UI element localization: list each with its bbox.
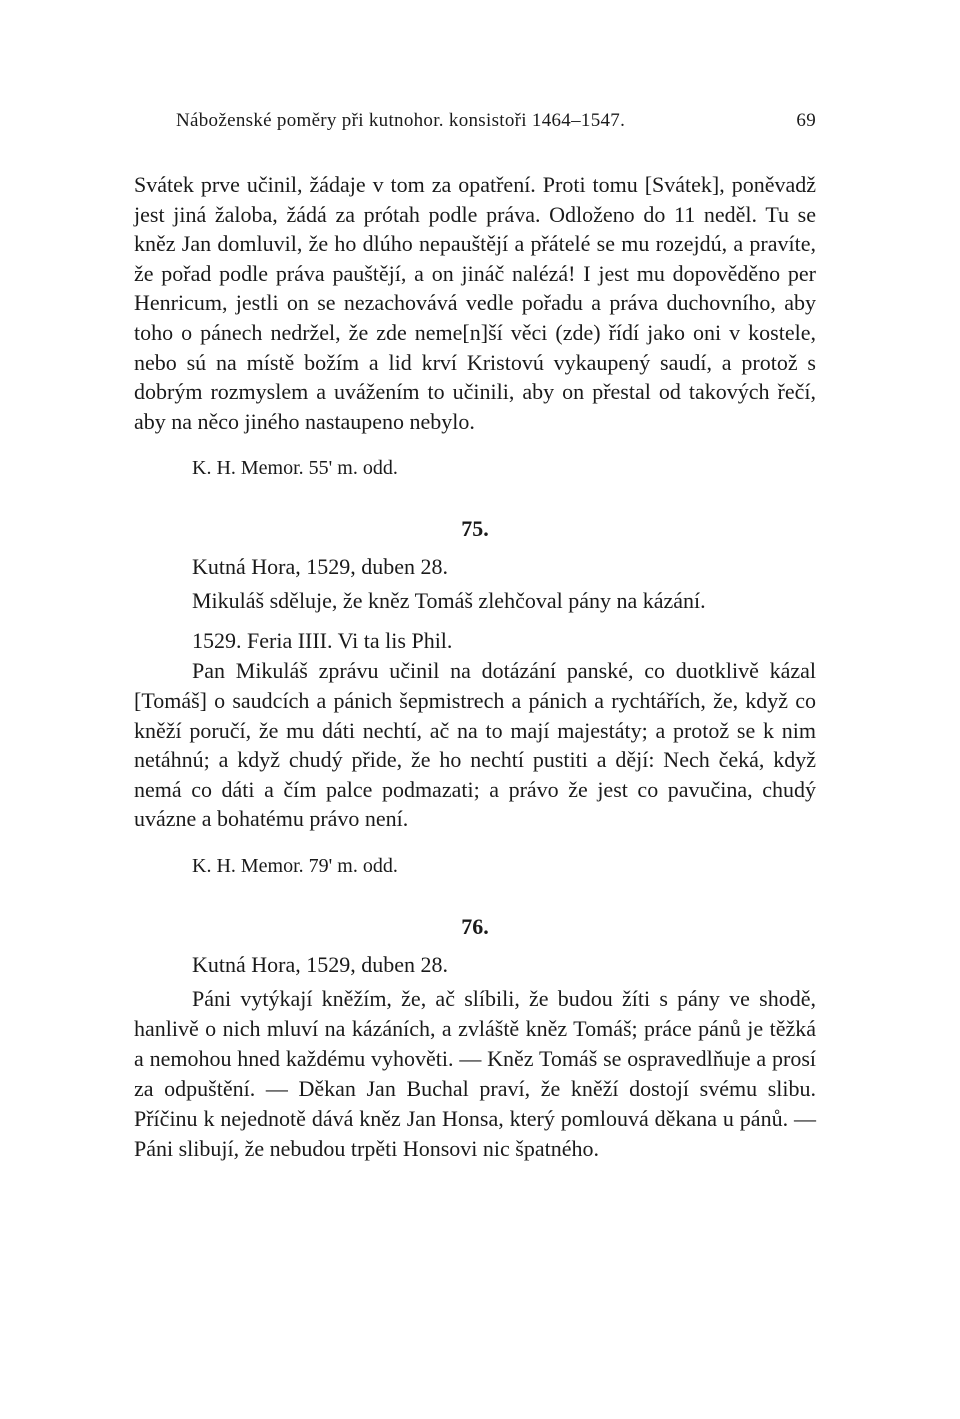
source-reference: K. H. Memor. 55' m. odd. <box>192 457 398 480</box>
document-entry-75 <box>134 514 816 880</box>
document-number: 75. <box>461 516 489 542</box>
source-reference: K. H. Memor. 79' m. odd. <box>192 854 398 877</box>
running-header <box>134 110 816 132</box>
place-date: Kutná Hora, 1529, duben 28. <box>192 554 449 580</box>
page-number: 69 <box>796 110 816 131</box>
document-number: 76. <box>461 913 489 939</box>
document-entry-76 <box>134 912 816 1164</box>
continuation-paragraph: Svátek prve učinil, žádaje v tom za opatření. Proti tomu [Svátek], poněvadž jest jiná žaloba, žádá za prótah podle práva. Odloženo do 11 neděl. Tu se kněz Jan domluvil, že ho dlúho nepauštějí a přátelé se mu rozejdú, a pravíte, že pořad podle práva pauštějí, a on jináč nalézá! I jest mu dopověděno per Henricum, jestli on se nezachovává vedle pořadu a práva duchovního, aby toho o pánech nedržel, že zde neme[n]ší věci (zde) řídí jako oni v kostele, nebo sú na místě božím a lid krví Kristovú vykaupený saudí, a protož s dobrým rozmyslem a uvážením to učinili, aby on přestal od takových řečí, aby na něco jiného nastaupeno nebylo. <box>134 172 816 434</box>
document-page <box>134 110 816 1164</box>
document-summary: Mikuláš sděluje, že kněz Tomáš zlehčoval pány na kázání. <box>192 588 706 614</box>
running-title: Náboženské poměry při kutnohor. konsistoři 1464–1547. <box>176 110 626 131</box>
place-date: Kutná Hora, 1529, duben 28. <box>192 951 449 977</box>
dateline: 1529. Feria IIII. Vi ta lis Phil. <box>192 628 453 654</box>
document-summary: Páni vytýkají kněžím, že, ač slíbili, že budou žíti s pány ve shodě, hanlivě o nich mluví na kázáních, a zvláště kněz Tomáš; práce pánů je těžká a nemohou hned každému vyhověti. — Kněz Tomáš se ospravedlňuje a prosí za odpuštění. — Děkan Jan Buchal praví, že kněží dostojí svému slibu. Příčinu k nejednotě dává kněz Jan Honsa, který pomlouvá děkana u pánů. — Páni slibují, že nebudou trpěti Honsovi nic špatného. <box>134 985 816 1161</box>
document-body: Pan Mikuláš zprávu učinil na dotázání panské, co duotklivě kázal [Tomáš] o saudcích a pánich šepmistrech a pánich a rychtářích, že, když co kněží poručí, že mu dáti nechtí, ač na to mají majestáty; a protož se k nim netáhnú; a když chudý přide, že ho nechtí pustiti a dějí: Nech čeká, když nemá co dáti a čím palce podmazati; a právo že jest co pavučina, chudý uvázne a bohatému právo není. <box>134 658 816 832</box>
